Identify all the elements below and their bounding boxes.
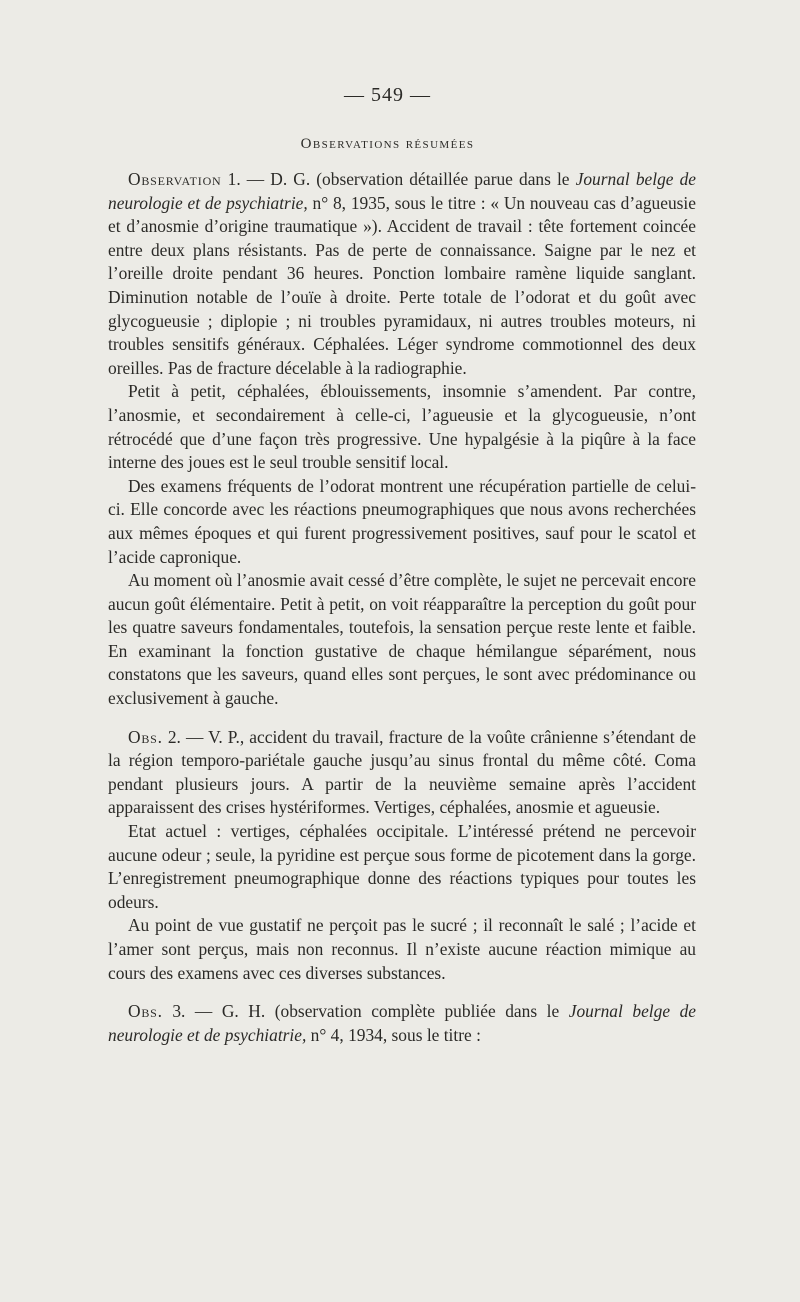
observation-2-paragraph-1: Obs. 2. — V. P., accident du travail, fracture de la voûte crânienne s’étendant de la région temporo-pariétale gauche jusqu’au sinus frontal du même côté. Coma pendant plusieurs jours. A partir de la neuvième semaine après l’accident apparaissent des crises hystériformes. Vertiges, céphalées, anosmie et agueusie.: [108, 726, 696, 818]
observation-3-label: Obs.: [128, 1001, 163, 1022]
observation-2-paragraph-3: Au point de vue gustatif ne perçoit pas le sucré ; il reconnaît le salé ; l’acide et l’amer sont perçus, mais non reconnus. Il n’existe aucune réaction mimique au cours des examens avec ces diverses substances.: [108, 915, 696, 983]
observation-2-paragraph-2: Etat actuel : vertiges, céphalées occipitale. L’intéressé prétend ne percevoir aucune odeur ; seule, la pyridine est perçue sous forme de picotement dans la gorge. L’enregistrement pneumographique donne des réactions typiques pour toutes les odeurs.: [108, 821, 696, 912]
observation-1-paragraph-1: Observation 1. — D. G. (observation détaillée parue dans le Journal belge de neurologie et de psychiatrie, n° 8, 1935, sous le titre : « Un nouveau cas d’agueusie et d’anosmie d’origine traumatique »). Accident de travail : tête fortement coincée entre deux plans résistants. Pas de perte de connaissance. Saigne par le nez et l’oreille droite pendant 36 heures. Ponction lombaire ramène liquide sanglant. Diminution notable de l’ouïe à droite. Perte totale de l’odorat et du goût avec glycogueusie ; diplopie ; ni troubles pyramidaux, ni autres troubles moteurs, ni troubles sensitifs généraux. Céphalées. Léger syndrome commotionnel des deux oreilles. Pas de fracture décelable à la radiographie.: [108, 169, 696, 378]
body-text: [108, 168, 696, 1047]
observation-1-paragraph-2: Petit à petit, céphalées, éblouissements, insomnie s’amendent. Par contre, l’anosmie, et secondairement à celle-ci, l’agueusie et la glycogueusie, n’ont rétrocédé que d’une façon très progressive. Une hypalgésie à la piqûre à la face interne des joues est le seul trouble sensitif local.: [108, 381, 696, 473]
section-title: Observations résumées: [300, 136, 475, 152]
observation-2-label: Obs.: [128, 726, 163, 747]
observation-3-paragraph-1: Obs. 3. — G. H. (observation complète publiée dans le Journal belge de neurologie et de psychiatrie, n° 4, 1934, sous le titre :: [108, 1001, 696, 1045]
observation-1-paragraph-3: Des examens fréquents de l’odorat montrent une récupération partielle de celui-ci. Elle concorde avec les réactions pneumographiques que nous avons recherchées aux mêmes époques et qui furent progressivement positives, sauf pour le scatol et l’acide capronique.: [108, 475, 696, 567]
journal-title: Journal belge de neurologie et de psychiatrie,: [108, 1001, 696, 1045]
journal-title: Journal belge de neurologie et de psychiatrie,: [108, 169, 696, 213]
observation-1-label: Observation: [128, 169, 222, 189]
observation-1-paragraph-4: Au moment où l’anosmie avait cessé d’être complète, le sujet ne percevait encore aucun goût élémentaire. Petit à petit, on voit réapparaître la perception du goût pour les quatre saveurs fondamentales, toutefois, la sensation perçue reste lente et faible. En examinant la fonction gustative de chaque hémilangue séparément, nous constatons que les saveurs, quand elles sont perçues, le sont avec prédominance ou exclusivement à gauche.: [108, 570, 696, 709]
page-number: — 549 —: [344, 84, 431, 106]
